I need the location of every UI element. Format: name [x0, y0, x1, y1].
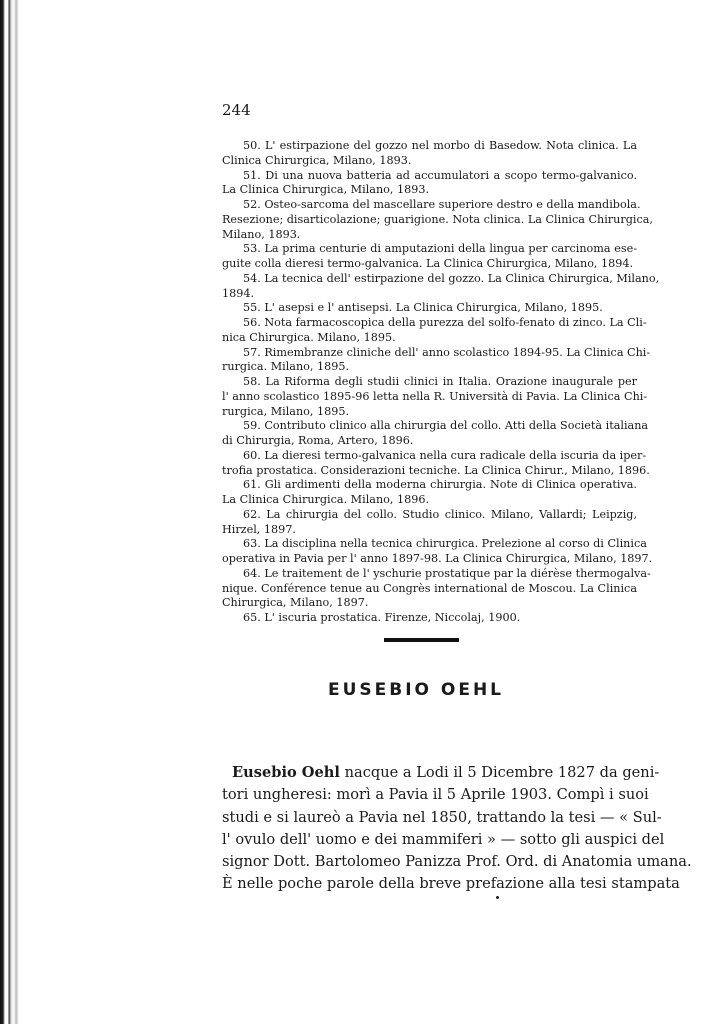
bibliography-line: Clinica Chirurgica, Milano, 1893. — [222, 153, 412, 167]
bibliography-line: 56. Nota farmacoscopica della purezza del solfo-fenato di zinco. La Cli- — [243, 316, 647, 329]
body-line: signor Dott. Bartolomeo Panizza Prof. Ord. di Anatomia umana. — [222, 853, 692, 871]
bibliography-line: La Clinica Chirurgica. Milano, 1896. — [222, 493, 430, 506]
bibliography-line: 61. Gli ardimenti della moderna chirurgia. Note di Clinica operativa. — [243, 478, 637, 492]
bibliography-line: Milano, 1893. — [222, 227, 301, 241]
bibliography-line: l' anno scolastico 1895-96 letta nella R. Università di Pavia. La Clinica Chi- — [222, 389, 648, 403]
bibliography-line: rurgica. Milano, 1895. — [222, 360, 350, 374]
body-line: studi e si laureò a Pavia nel 1850, trattando la tesi — « Sul- — [222, 808, 662, 826]
bibliography-line: 53. La prima centurie di amputazioni della lingua per carcinoma ese- — [243, 242, 637, 256]
body-paragraph — [222, 762, 692, 896]
section-divider — [384, 638, 459, 642]
bibliography-line: 60. La dieresi termo-galvanica nella cura radicale della iscuria da iper- — [243, 448, 647, 462]
bibliography-line: 65. L' iscuria prostatica. Firenze, Niccolaj, 1900. — [243, 611, 521, 624]
bibliography-line: 62. La chirurgia del collo. Studio clinico. Milano, Vallardi; Leipzig, — [243, 507, 637, 521]
bibliography-line: 58. La Riforma degli studii clinici in Italia. Orazione inaugurale per — [243, 375, 637, 388]
bibliography-line: 51. Di una nuova batteria ad accumulatori a scopo termo-galvanico. — [243, 168, 637, 182]
body-line: l' ovulo dell' uomo e dei mammiferi » — sotto gli auspici del — [222, 830, 665, 848]
bibliography-line: 52. Osteo-sarcoma del mascellare superiore destro e della mandibola. — [243, 198, 641, 211]
bibliography-line: Hirzel, 1897. — [222, 522, 296, 536]
bibliography-line: di Chirurgia, Roma, Artero, 1896. — [222, 434, 414, 447]
page-number: 244 — [222, 101, 251, 119]
scan-edge-artifact — [0, 0, 22, 1024]
body-line — [222, 762, 660, 784]
body-line: tori ungheresi: morì a Pavia il 5 Aprile 1903. Compì i suoi — [222, 786, 649, 804]
bibliography-line: 59. Contributo clinico alla chirurgia del collo. Atti della Società italiana — [243, 419, 649, 433]
bibliography-line: 63. La disciplina nella tecnica chirurgica. Prelezione al corso di Clinica — [243, 537, 647, 551]
bibliography-line: 57. Rimembranze cliniche dell' anno scolastico 1894-95. La Clinica Chi- — [243, 345, 651, 359]
scan-speck — [496, 896, 499, 899]
bibliography-line: rurgica, Milano, 1895. — [222, 404, 350, 418]
bibliography-line: La Clinica Chirurgica, Milano, 1893. — [222, 183, 430, 197]
bibliography-line: nica Chirurgica. Milano, 1895. — [222, 330, 396, 344]
bibliography-line: Chirurgica, Milano, 1897. — [222, 596, 369, 610]
bibliography-line: Resezione; disarticolazione; guarigione. Nota clinica. La Clinica Chirurgica, — [222, 212, 653, 226]
body-line-text: nacque a Lodi il 5 Dicembre 1827 da geni- — [339, 764, 660, 781]
bibliography-line: trofia prostatica. Considerazioni tecniche. La Clinica Chirur., Milano, 1896. — [222, 463, 650, 477]
bibliography-line: 1894. — [222, 286, 255, 300]
bibliography-line: nique. Conférence tenue au Congrès international de Moscou. La Clinica — [222, 581, 637, 595]
bibliography-line: guite colla dieresi termo-galvanica. La Clinica Chirurgica, Milano, 1894. — [222, 257, 634, 270]
bibliography-list — [222, 139, 660, 626]
bibliography-line: 55. L' asepsi e l' antisepsi. La Clinica Chirurgica, Milano, 1895. — [243, 301, 603, 315]
body-line: È nelle poche parole della breve prefazione alla tesi stampata — [222, 875, 680, 893]
bibliography-line: 54. La tecnica dell' estirpazione del gozzo. La Clinica Chirurgica, Milano, — [243, 271, 660, 285]
bibliography-line: operativa in Pavia per l' anno 1897-98. La Clinica Chirurgica, Milano, 1897. — [222, 552, 653, 565]
bibliography-line: 64. Le traitement de l' yschurie prostatique par la diérèse thermogalva- — [243, 566, 651, 580]
bibliography-line: 50. L' estirpazione del gozzo nel morbo di Basedow. Nota clinica. La — [243, 139, 637, 152]
section-title: EUSEBIO OEHL — [327, 680, 505, 700]
person-name: Eusebio Oehl — [232, 764, 340, 781]
